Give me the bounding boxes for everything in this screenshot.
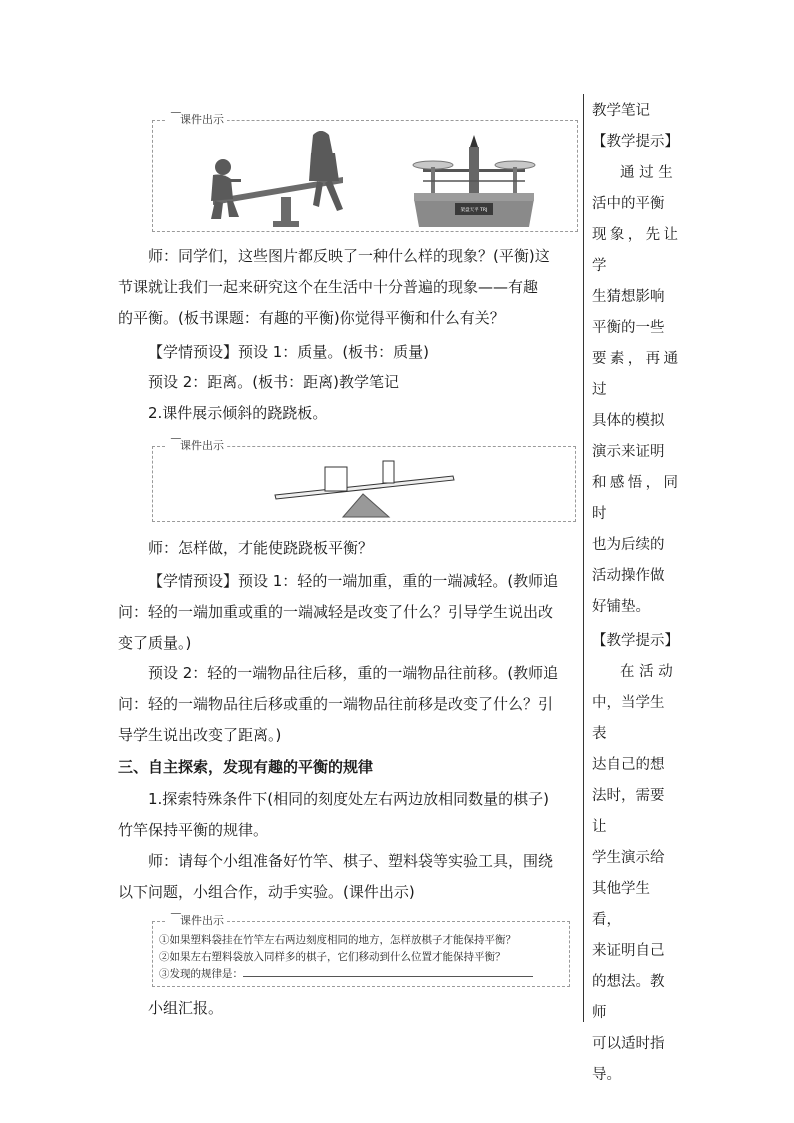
text-line: 【学情预设】预设 1：轻的一端加重，重的一端减轻。(教师追 — [148, 572, 559, 590]
text-line: 节课就让我们一起来研究这个在生活中十分普遍的现象——有趣 — [118, 278, 539, 296]
sidebar-heading: 教学笔记 — [592, 103, 650, 119]
text-line: 1.探索特殊条件下(相同的刻度处左右两边放相同数量的棋子) — [148, 790, 550, 808]
text-line: 问：轻的一端加重或重的一端减轻是改变了什么？引导学生说出改 — [118, 603, 554, 621]
tip-line: 要素，再通过 — [592, 351, 678, 398]
paragraph-preset-distance — [118, 658, 580, 751]
tip-2-title: 【教学提示】 — [592, 633, 679, 649]
paragraph-preset-1: 【学情预设】预设 1：质量。(板书：质量) — [148, 343, 430, 361]
tip-line: 演示来证明 — [592, 444, 665, 460]
tip-line: 通 过 生 — [620, 165, 673, 181]
courseware-box-2 — [152, 439, 576, 522]
paragraph-teacher-how: 师：怎样做，才能使跷跷板平衡？ — [148, 539, 374, 557]
text-line: 以下问题，小组合作，动手实验。(课件出示) — [118, 883, 415, 901]
courseware-label: 课件出示 — [165, 112, 227, 128]
text-line: 的平衡。(板书课题：有趣的平衡)你觉得平衡和什么有关？ — [118, 309, 505, 327]
text-line: 师：请每个小组准备好竹竿、棋子、塑料袋等实验工具，围绕 — [148, 852, 554, 870]
tip-line: 也为后续的 — [592, 537, 665, 553]
text-line: 变了质量。) — [118, 634, 192, 652]
text-line: 导学生说出改变了距离。) — [118, 726, 282, 744]
text-line: 问：轻的一端物品往后移或重的一端物品往前移是改变了什么？引 — [118, 695, 554, 713]
tip-line: 法时，需要让 — [592, 788, 665, 835]
courseware-box-1 — [152, 113, 578, 232]
seesaw-children-image — [193, 129, 363, 229]
question-3: ③发现的规律是： — [159, 966, 533, 983]
paragraph-group-task — [118, 846, 580, 908]
tip-line: 的想法。教师 — [592, 974, 665, 1021]
tip-line: 来证明自己 — [592, 943, 665, 959]
tip-1-body — [592, 158, 678, 623]
tip-line: 导。 — [592, 1067, 621, 1083]
tip-line: 平衡的一些 — [592, 320, 665, 336]
tip-line: 具体的模拟 — [592, 413, 665, 429]
tilted-seesaw-diagram — [153, 447, 577, 523]
tip-2-body — [592, 657, 678, 1091]
tip-line: 达自己的想 — [592, 757, 665, 773]
balance-scale-image — [409, 129, 539, 229]
tip-line: 可以适时指 — [592, 1036, 665, 1052]
answer-blank — [243, 966, 533, 977]
balance-label: 架盘天平 TRJ — [460, 208, 488, 213]
tip-1-title: 【教学提示】 — [592, 134, 679, 150]
paragraph-teacher-question — [118, 241, 580, 334]
text-line: 师：同学们，这些图片都反映了一种什么样的现象？(平衡)这 — [148, 247, 550, 265]
text-line: 竹竿保持平衡的规律。 — [118, 821, 269, 839]
tip-line: 活动操作做 — [592, 568, 665, 584]
paragraph-preset-mass — [118, 566, 580, 659]
tip-line: 在 活 动 — [620, 664, 673, 680]
tip-line: 好铺垫。 — [592, 599, 650, 615]
question-1: ①如果塑料袋挂在竹竿左右两边刻度相同的地方，怎样放棋子才能保持平衡？ — [159, 934, 516, 946]
tip-line: 活中的平衡 — [592, 196, 665, 212]
tip-line: 其他学生看， — [592, 881, 650, 928]
courseware-box-3 — [152, 914, 570, 987]
courseware-label: 课件出示 — [165, 438, 227, 454]
tip-line: 现象，先让学 — [592, 227, 678, 274]
tip-line: 生猜想影响 — [592, 289, 665, 305]
tip-line: 中，当学生表 — [592, 695, 665, 742]
question-2: ②如果左右塑料袋放入同样多的棋子，它们移动到什么位置才能保持平衡？ — [159, 951, 506, 963]
paragraph-courseware-seesaw: 2.课件展示倾斜的跷跷板。 — [148, 404, 328, 422]
courseware-label: 课件出示 — [165, 913, 227, 929]
paragraph-preset-2: 预设 2：距离。(板书：距离)教学笔记 — [148, 373, 400, 391]
paragraph-explore — [118, 784, 580, 846]
text-line: 预设 2：轻的一端物品往后移，重的一端物品往前移。(教师追 — [148, 664, 559, 682]
tip-line: 和感悟，同时 — [592, 475, 678, 522]
tip-line: 学生演示给 — [592, 850, 665, 866]
section-heading: 三、自主探索，发现有趣的平衡的规律 — [118, 758, 374, 776]
margin-divider — [583, 94, 584, 1022]
paragraph-report: 小组汇报。 — [148, 999, 224, 1017]
